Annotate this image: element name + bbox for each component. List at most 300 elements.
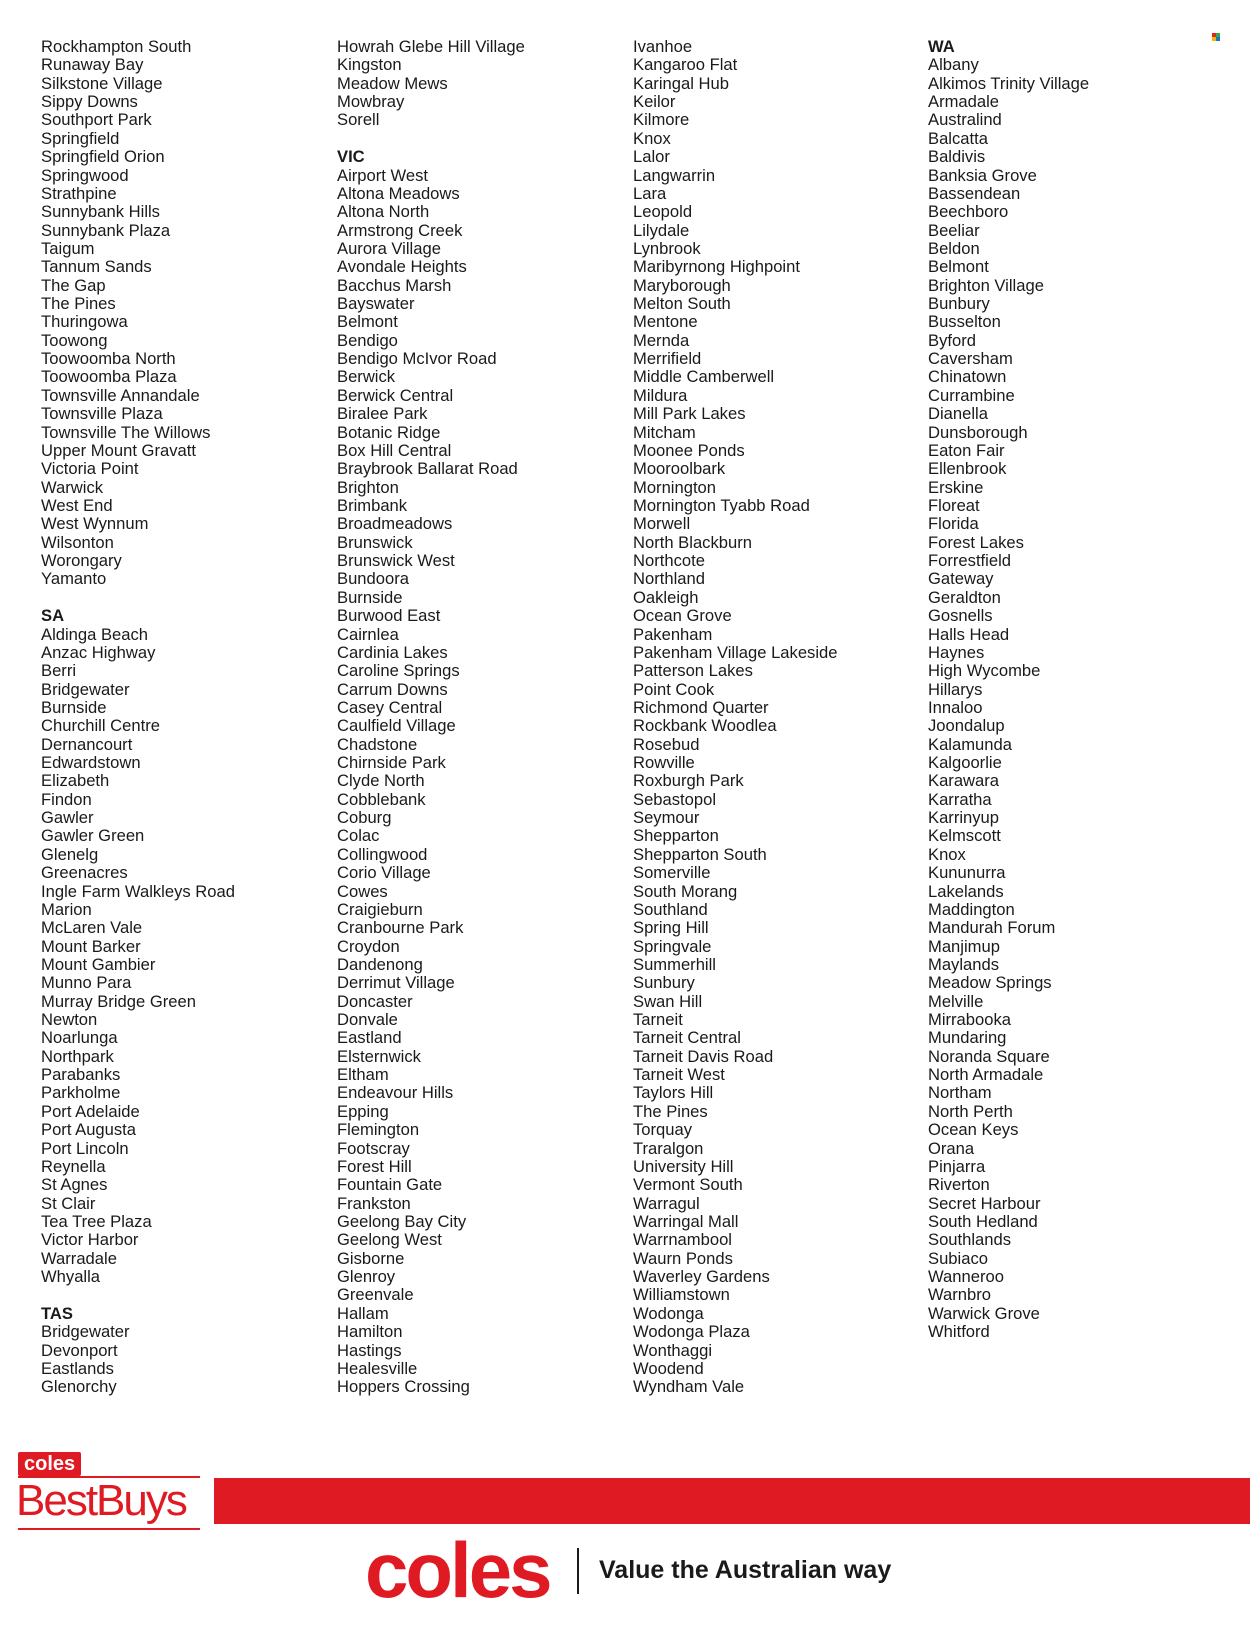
store-name: Biralee Park (337, 404, 428, 424)
store-name: Rowville (633, 753, 695, 773)
store-name: Dandenong (337, 954, 423, 974)
store-name: Melville (928, 991, 984, 1011)
store-name: St Agnes (41, 1175, 108, 1195)
store-name: High Wycombe (928, 661, 1041, 681)
store-name: Craigieburn (337, 899, 423, 919)
store-name: Corio Village (337, 863, 431, 883)
store-name: Tarneit West (633, 1065, 725, 1085)
store-name: Springfield (41, 128, 120, 148)
store-name: Brighton (337, 477, 399, 497)
store-name: Northam (928, 1083, 992, 1103)
store-name: Collingwood (337, 844, 428, 864)
store-name: Botanic Ridge (337, 422, 441, 442)
store-name: Worongary (41, 551, 122, 571)
store-name: Geelong Bay City (337, 1212, 467, 1231)
store-name: Cowes (337, 881, 388, 901)
store-name: Gateway (928, 569, 994, 589)
store-name: Tea Tree Plaza (41, 1212, 152, 1231)
store-name: Seymour (633, 808, 700, 828)
store-name: Kununurra (928, 863, 1006, 883)
store-name: Hastings (337, 1340, 402, 1360)
store-name: Maylands (928, 954, 1000, 974)
store-name: Bassendean (928, 183, 1021, 203)
store-name: Epping (337, 1101, 389, 1121)
store-name: Armstrong Creek (337, 220, 463, 240)
store-name: Port Augusta (41, 1120, 137, 1140)
store-name: Greenacres (41, 863, 128, 883)
store-name: Albany (928, 55, 979, 75)
store-name: Merrifield (633, 349, 702, 369)
store-name: Burnside (337, 587, 403, 607)
store-name: Mill Park Lakes (633, 404, 746, 424)
store-name: Orana (928, 1138, 975, 1158)
store-name: Brunswick (337, 532, 413, 552)
store-name: Kingston (337, 55, 402, 75)
store-name: Caversham (928, 349, 1013, 369)
store-name: Coburg (337, 808, 392, 828)
store-name: Toowong (41, 330, 108, 350)
store-name: Flemington (337, 1120, 420, 1140)
brand-tagline: Value the Australian way (599, 1556, 892, 1584)
store-name: Warragul (633, 1193, 700, 1213)
store-name: Glenroy (337, 1267, 396, 1287)
store-name: Summerhill (633, 954, 716, 974)
store-name: Dernancourt (41, 734, 133, 754)
store-name: Burwood East (337, 606, 441, 626)
store-name: Fountain Gate (337, 1175, 443, 1195)
store-name: Bendigo McIvor Road (337, 349, 497, 369)
store-name: Wilsonton (41, 532, 114, 552)
store-name: Lilydale (633, 220, 690, 240)
store-name: Yamanto (41, 569, 107, 589)
logo-best-buys-label: BestBuys (16, 1476, 186, 1525)
store-column-3 (633, 38, 923, 1397)
logo-coles-label: coles (18, 1452, 81, 1476)
store-name: Mirrabooka (928, 1010, 1012, 1030)
store-name: Rockhampton South (41, 37, 192, 56)
store-name: The Gap (41, 275, 106, 295)
store-name: Strathpine (41, 183, 117, 203)
store-name: Leopold (633, 202, 693, 222)
store-name: Caroline Springs (337, 661, 460, 681)
store-name: Karawara (928, 771, 1000, 791)
store-name: Avondale Heights (337, 257, 467, 277)
store-name: Elsternwick (337, 1046, 421, 1066)
store-name: Manjimup (928, 936, 1000, 956)
coles-brand-logo: coles (365, 1526, 550, 1614)
store-name: Kalgoorlie (928, 753, 1002, 773)
store-name: Kalamunda (928, 734, 1012, 754)
store-name: Traralgon (633, 1138, 704, 1158)
store-name: Keilor (633, 92, 676, 112)
store-name: Banksia Grove (928, 165, 1037, 185)
store-name: Brunswick West (337, 551, 455, 571)
store-name: Colac (337, 826, 380, 846)
store-name: University Hill (633, 1156, 734, 1176)
store-name: Sunnybank Plaza (41, 220, 171, 240)
store-name: Bunbury (928, 294, 990, 314)
store-name: Devonport (41, 1340, 118, 1360)
store-name: Mowbray (337, 92, 405, 112)
store-name: Gisborne (337, 1248, 405, 1268)
store-name: Pakenham (633, 624, 713, 644)
store-name: Warwick Grove (928, 1303, 1040, 1323)
store-name: Cairnlea (337, 624, 399, 644)
store-name: Caulfield Village (337, 716, 456, 736)
store-name: Point Cook (633, 679, 715, 699)
store-name: Findon (41, 789, 92, 809)
store-name: Erskine (928, 477, 984, 497)
store-name: Box Hill Central (337, 440, 452, 460)
store-name: Mornington (633, 477, 717, 497)
store-name: Hoppers Crossing (337, 1377, 470, 1397)
store-column-2 (337, 38, 627, 1397)
store-name: Mernda (633, 330, 690, 350)
store-name: Wodonga Plaza (633, 1322, 750, 1342)
store-name: Croydon (337, 936, 400, 956)
store-name: Warradale (41, 1248, 117, 1268)
store-name: West End (41, 495, 113, 515)
store-name: Toowoomba Plaza (41, 367, 177, 387)
store-name: Berwick Central (337, 385, 454, 405)
state-heading: TAS (41, 1303, 73, 1323)
store-name: North Armadale (928, 1065, 1044, 1085)
state-heading: WA (928, 37, 955, 56)
store-name: Port Lincoln (41, 1138, 129, 1158)
store-name: Elizabeth (41, 771, 110, 791)
store-name: Cranbourne Park (337, 918, 464, 938)
store-name: Tarneit Central (633, 1028, 741, 1048)
store-name: Chirnside Park (337, 753, 446, 773)
store-name: Roxburgh Park (633, 771, 744, 791)
store-name: Upper Mount Gravatt (41, 440, 196, 460)
brand-separator (577, 1548, 579, 1594)
store-name: Taigum (41, 238, 95, 258)
store-name: Braybrook Ballarat Road (337, 459, 518, 479)
store-name: Beldon (928, 238, 980, 258)
store-name: Gawler Green (41, 826, 145, 846)
store-name: Ellenbrook (928, 459, 1007, 479)
store-name: Edwardstown (41, 753, 141, 773)
store-name: Torquay (633, 1120, 693, 1140)
store-name: Eastland (337, 1028, 402, 1048)
store-name: Parabanks (41, 1065, 121, 1085)
store-name: South Morang (633, 881, 738, 901)
store-name: Clyde North (337, 771, 425, 791)
store-name: Byford (928, 330, 976, 350)
store-name: Bacchus Marsh (337, 275, 452, 295)
store-name: Frankston (337, 1193, 411, 1213)
store-name: Floreat (928, 495, 980, 515)
store-name: Runaway Bay (41, 55, 144, 75)
store-name: Dunsborough (928, 422, 1028, 442)
store-name: Southport Park (41, 110, 152, 130)
store-name: Patterson Lakes (633, 661, 753, 681)
store-name: Townsville Annandale (41, 385, 200, 405)
store-name: North Perth (928, 1101, 1013, 1121)
store-name: Sippy Downs (41, 92, 138, 112)
store-name: Mornington Tyabb Road (633, 495, 810, 515)
store-name: Gosnells (928, 606, 993, 626)
store-column-1 (41, 38, 331, 1397)
store-name: St Clair (41, 1193, 96, 1213)
store-name: Anzac Highway (41, 642, 156, 662)
store-name: Belmont (337, 312, 398, 332)
store-name: Oakleigh (633, 587, 699, 607)
store-name: Joondalup (928, 716, 1005, 736)
store-name: Warwick (41, 477, 104, 497)
store-name: Northcote (633, 551, 705, 571)
store-name: Kangaroo Flat (633, 55, 738, 75)
store-name: Aldinga Beach (41, 624, 149, 644)
store-name: Mildura (633, 385, 688, 405)
store-name: Churchill Centre (41, 716, 160, 736)
store-name: Williamstown (633, 1285, 730, 1305)
store-name: Noarlunga (41, 1028, 118, 1048)
store-name: Maribyrnong Highpoint (633, 257, 800, 277)
store-name: Rockbank Woodlea (633, 716, 777, 736)
store-name: Victoria Point (41, 459, 139, 479)
store-name: Mount Gambier (41, 954, 156, 974)
store-name: Northpark (41, 1046, 114, 1066)
store-name: Newton (41, 1010, 98, 1030)
store-name: Australind (928, 110, 1002, 130)
store-name: The Pines (633, 1101, 708, 1121)
store-name: Bundoora (337, 569, 409, 589)
store-name: Ivanhoe (633, 37, 693, 56)
store-name: Kilmore (633, 110, 690, 130)
store-name: Northland (633, 569, 705, 589)
store-name: Warrnambool (633, 1230, 732, 1250)
store-name: Tarneit Davis Road (633, 1046, 774, 1066)
store-name: Footscray (337, 1138, 410, 1158)
state-heading: SA (41, 606, 65, 626)
store-name: Sebastopol (633, 789, 717, 809)
store-name: Berri (41, 661, 77, 681)
store-name: Spring Hill (633, 918, 709, 938)
store-name: Melton South (633, 294, 731, 314)
store-name: Swan Hill (633, 991, 703, 1011)
store-name: Altona Meadows (337, 183, 460, 203)
store-name: Doncaster (337, 991, 413, 1011)
store-name: Warnbro (928, 1285, 992, 1305)
store-name: Toowoomba North (41, 349, 176, 369)
store-name: Derrimut Village (337, 973, 455, 993)
store-name: Subiaco (928, 1248, 988, 1268)
store-name: Secret Harbour (928, 1193, 1041, 1213)
group-spacer (41, 1286, 331, 1304)
store-name: Meadow Mews (337, 73, 448, 93)
store-name: Forest Lakes (928, 532, 1024, 552)
store-name: Wodonga (633, 1303, 704, 1323)
store-name: Marion (41, 899, 92, 919)
store-name: Ocean Grove (633, 606, 732, 626)
store-name: Middle Camberwell (633, 367, 775, 387)
store-name: Innaloo (928, 697, 983, 717)
store-name: Balcatta (928, 128, 988, 148)
store-name: Broadmeadows (337, 514, 453, 534)
store-name: Rosebud (633, 734, 700, 754)
store-name: Eltham (337, 1065, 389, 1085)
store-name: Geraldton (928, 587, 1001, 607)
store-name: Hallam (337, 1303, 389, 1323)
store-name: Warringal Mall (633, 1212, 739, 1231)
store-name: Baldivis (928, 147, 986, 167)
store-name: Springwood (41, 165, 129, 185)
store-name: South Hedland (928, 1212, 1038, 1231)
store-name: Belmont (928, 257, 989, 277)
store-name: Mitcham (633, 422, 696, 442)
store-name: Sunbury (633, 973, 695, 993)
store-name: Bayswater (337, 294, 415, 314)
store-name: Glenelg (41, 844, 99, 864)
store-name: Parkholme (41, 1083, 121, 1103)
store-name: Airport West (337, 165, 428, 185)
store-name: Meadow Springs (928, 973, 1052, 993)
store-name: Lalor (633, 147, 670, 167)
store-name: Aurora Village (337, 238, 441, 258)
store-name: Sorell (337, 110, 380, 130)
store-name: Whitford (928, 1322, 990, 1342)
store-name: Riverton (928, 1175, 990, 1195)
store-name: Moonee Ponds (633, 440, 745, 460)
store-name: Forest Hill (337, 1156, 412, 1176)
store-name: Southlands (928, 1230, 1012, 1250)
store-name: Townsville The Willows (41, 422, 211, 442)
group-spacer (337, 130, 627, 148)
store-name: Knox (928, 844, 966, 864)
store-name: Knox (633, 128, 671, 148)
store-name: Shepparton South (633, 844, 767, 864)
store-name: Carrum Downs (337, 679, 448, 699)
store-name: Altona North (337, 202, 430, 222)
store-name: Beechboro (928, 202, 1009, 222)
store-name: Tannum Sands (41, 257, 152, 277)
state-heading: VIC (337, 147, 365, 167)
store-name: Bridgewater (41, 679, 130, 699)
store-name: Healesville (337, 1358, 418, 1378)
store-name: Chinatown (928, 367, 1007, 387)
store-name: Glenorchy (41, 1377, 117, 1397)
store-name: Haynes (928, 642, 985, 662)
store-name: Shepparton (633, 826, 719, 846)
store-name: Tarneit (633, 1010, 683, 1030)
store-name: Langwarrin (633, 165, 716, 185)
coles-best-buys-logo (16, 1452, 200, 1525)
store-name: Alkimos Trinity Village (928, 73, 1090, 93)
store-name: Wyndham Vale (633, 1377, 745, 1397)
store-name: Morwell (633, 514, 691, 534)
store-name: Busselton (928, 312, 1001, 332)
store-name: Kelmscott (928, 826, 1001, 846)
store-name: Currambine (928, 385, 1015, 405)
store-name: Mooroolbark (633, 459, 726, 479)
store-name: Taylors Hill (633, 1083, 714, 1103)
store-name: Endeavour Hills (337, 1083, 454, 1103)
store-name: The Pines (41, 294, 116, 314)
store-name: Chadstone (337, 734, 418, 754)
store-name: Casey Central (337, 697, 443, 717)
store-name: Gawler (41, 808, 94, 828)
store-name: Thuringowa (41, 312, 128, 332)
store-name: North Blackburn (633, 532, 752, 552)
store-name: Whyalla (41, 1267, 101, 1287)
store-name: West Wynnum (41, 514, 149, 534)
store-name: Burnside (41, 697, 107, 717)
group-spacer (41, 589, 331, 607)
store-name: Maryborough (633, 275, 731, 295)
store-name: Victor Harbor (41, 1230, 139, 1250)
store-name: Wanneroo (928, 1267, 1004, 1287)
store-name: Dianella (928, 404, 988, 424)
store-name: Greenvale (337, 1285, 414, 1305)
store-name: Somerville (633, 863, 711, 883)
store-name: Mundaring (928, 1028, 1007, 1048)
store-name: Halls Head (928, 624, 1010, 644)
store-name: Wonthaggi (633, 1340, 713, 1360)
store-name: Hamilton (337, 1322, 403, 1342)
store-name: Cardinia Lakes (337, 642, 448, 662)
store-name: Port Adelaide (41, 1101, 140, 1121)
logo-underline (18, 1528, 200, 1530)
red-banner (214, 1478, 1250, 1524)
store-name: Lara (633, 183, 667, 203)
store-name: Karingal Hub (633, 73, 729, 93)
store-name: Silkstone Village (41, 73, 163, 93)
store-name: Richmond Quarter (633, 697, 769, 717)
store-name: Brighton Village (928, 275, 1044, 295)
store-name: Pinjarra (928, 1156, 986, 1176)
store-name: Maddington (928, 899, 1015, 919)
store-name: Karratha (928, 789, 992, 809)
store-name: Springfield Orion (41, 147, 165, 167)
store-name: Forrestfield (928, 551, 1011, 571)
store-name: Bridgewater (41, 1322, 130, 1342)
store-name: Springvale (633, 936, 712, 956)
store-name: Woodend (633, 1358, 704, 1378)
store-name: Waurn Ponds (633, 1248, 733, 1268)
store-name: Sunnybank Hills (41, 202, 160, 222)
store-name: Munno Para (41, 973, 132, 993)
store-name: Waverley Gardens (633, 1267, 770, 1287)
store-name: Vermont South (633, 1175, 743, 1195)
store-name: Mentone (633, 312, 698, 332)
store-name: Ingle Farm Walkleys Road (41, 881, 235, 901)
store-column-4 (928, 38, 1218, 1342)
store-name: Lakelands (928, 881, 1004, 901)
store-name: Berwick (337, 367, 396, 387)
store-name: Mandurah Forum (928, 918, 1056, 938)
store-name: Karrinyup (928, 808, 1000, 828)
store-name: Hillarys (928, 679, 983, 699)
store-name: Murray Bridge Green (41, 991, 196, 1011)
store-name: Bendigo (337, 330, 398, 350)
store-name: Townsville Plaza (41, 404, 163, 424)
store-name: Brimbank (337, 495, 408, 515)
store-name: Beeliar (928, 220, 980, 240)
store-name: Eaton Fair (928, 440, 1005, 460)
store-name: Lynbrook (633, 238, 701, 258)
store-name: Eastlands (41, 1358, 114, 1378)
store-name: Geelong West (337, 1230, 442, 1250)
store-name: Howrah Glebe Hill Village (337, 37, 525, 56)
store-name: McLaren Vale (41, 918, 143, 938)
store-name: Florida (928, 514, 979, 534)
store-name: Southland (633, 899, 708, 919)
store-name: Ocean Keys (928, 1120, 1019, 1140)
store-name: Mount Barker (41, 936, 141, 956)
store-name: Cobblebank (337, 789, 426, 809)
